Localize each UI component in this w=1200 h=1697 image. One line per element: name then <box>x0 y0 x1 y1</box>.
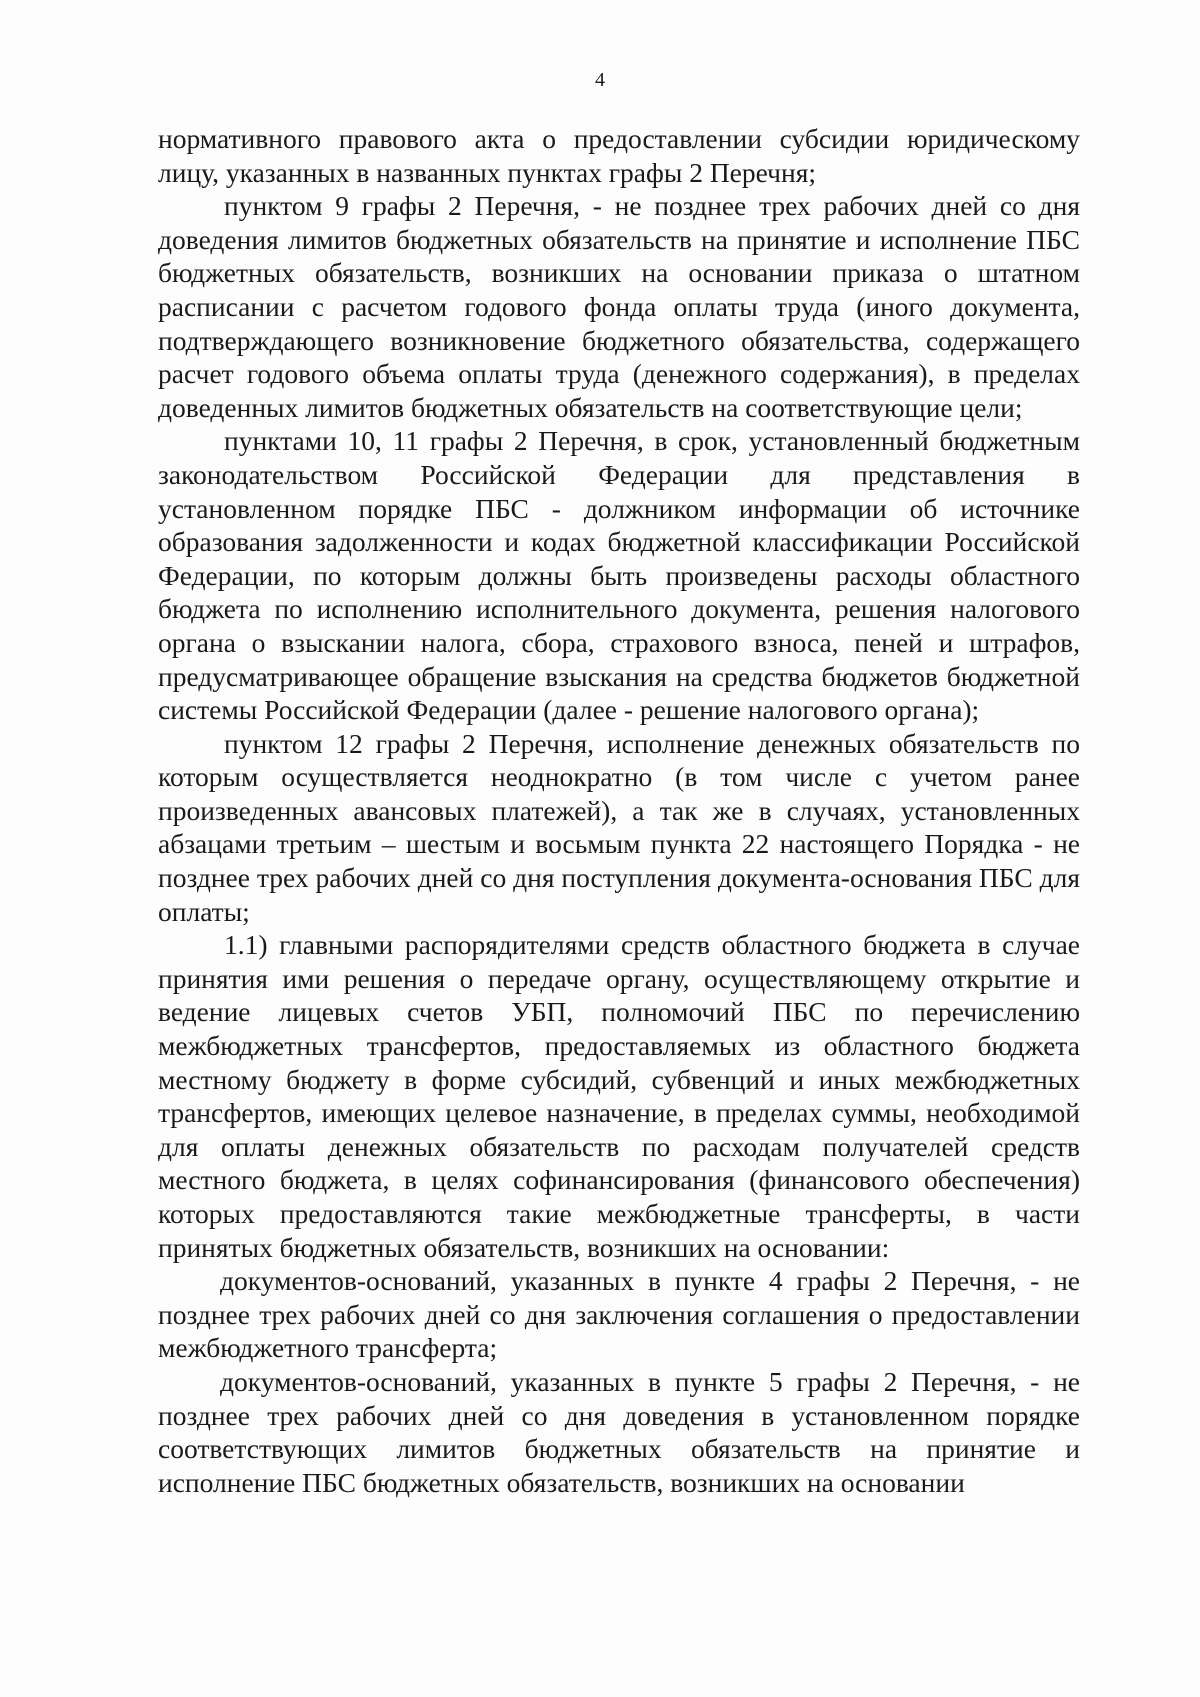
page-number: 4 <box>595 69 605 91</box>
document-body <box>158 122 1080 1499</box>
paragraph-item-5-docs: документов-оснований, указанных в пункте 5 графы 2 Перечня, - не позднее трех рабочих дней со дня доведения в установленном порядке соответствующих лимитов бюджетных обязательств на принятие и исполнение ПБС бюджетных обязательств, возникших на основании <box>158 1365 1080 1498</box>
paragraph-item-9: пунктом 9 графы 2 Перечня, - не позднее трех рабочих дней со дня доведения лимитов бюджетных обязательств на принятие и исполнение ПБС бюджетных обязательств, возникших на основании приказа о штатном расписании с расчетом годового фонда оплаты труда (иного документа, подтверждающего возникновение бюджетного обязательства, содержащего расчет годового объема оплаты труда (денежного содержания), в пределах доведенных лимитов бюджетных обязательств на соответствующие цели; <box>158 190 1080 423</box>
paragraph-section-1-1: 1.1) главными распорядителями средств областного бюджета в случае принятия ими решения о передаче органу, осуществляющему открытие и ведение лицевых счетов УБП, полномочий ПБС по перечислению межбюджетных трансфертов, предоставляемых из областного бюджета местному бюджету в форме субсидий, субвенций и иных межбюджетных трансфертов, имеющих целевое назначение, в пределах суммы, необходимой для оплаты денежных обязательств по расходам получателей средств местного бюджета, в целях софинансирования (финансового обеспечения) которых предоставляются такие межбюджетные трансферты, в части принятых бюджетных обязательств, возникших на основании: <box>158 929 1080 1263</box>
paragraph-item-4-docs: документов-оснований, указанных в пункте 4 графы 2 Перечня, - не позднее трех рабочих дней со дня заключения соглашения о предоставлении межбюджетного трансферта; <box>158 1265 1080 1364</box>
paragraph-items-10-11: пунктами 10, 11 графы 2 Перечня, в срок, установленный бюджетным законодательством Российской Федерации для представления в установленном порядке ПБС - должником информации об источнике образования задолженности и кодах бюджетной классификации Российской Федерации, по которым должны быть произведены расходы областного бюджета по исполнению исполнительного документа, решения налогового органа о взыскании налога, сбора, страхового взноса, пеней и штрафов, предусматривающее обращение взыскания на средства бюджетов бюджетной системы Российской Федерации (далее - решение налогового органа); <box>158 425 1080 726</box>
paragraph-continuation: нормативного правового акта о предоставлении субсидии юридическому лицу, указанных в названных пунктах графы 2 Перечня; <box>158 123 1080 188</box>
paragraph-item-12: пунктом 12 графы 2 Перечня, исполнение денежных обязательств по которым осуществляется неоднократно (в том числе с учетом ранее произведенных авансовых платежей), а так же в случаях, установленных абзацами третьим – шестым и восьмым пункта 22 настоящего Порядка - не позднее трех рабочих дней со дня поступления документа-основания ПБС для оплаты; <box>158 727 1080 927</box>
